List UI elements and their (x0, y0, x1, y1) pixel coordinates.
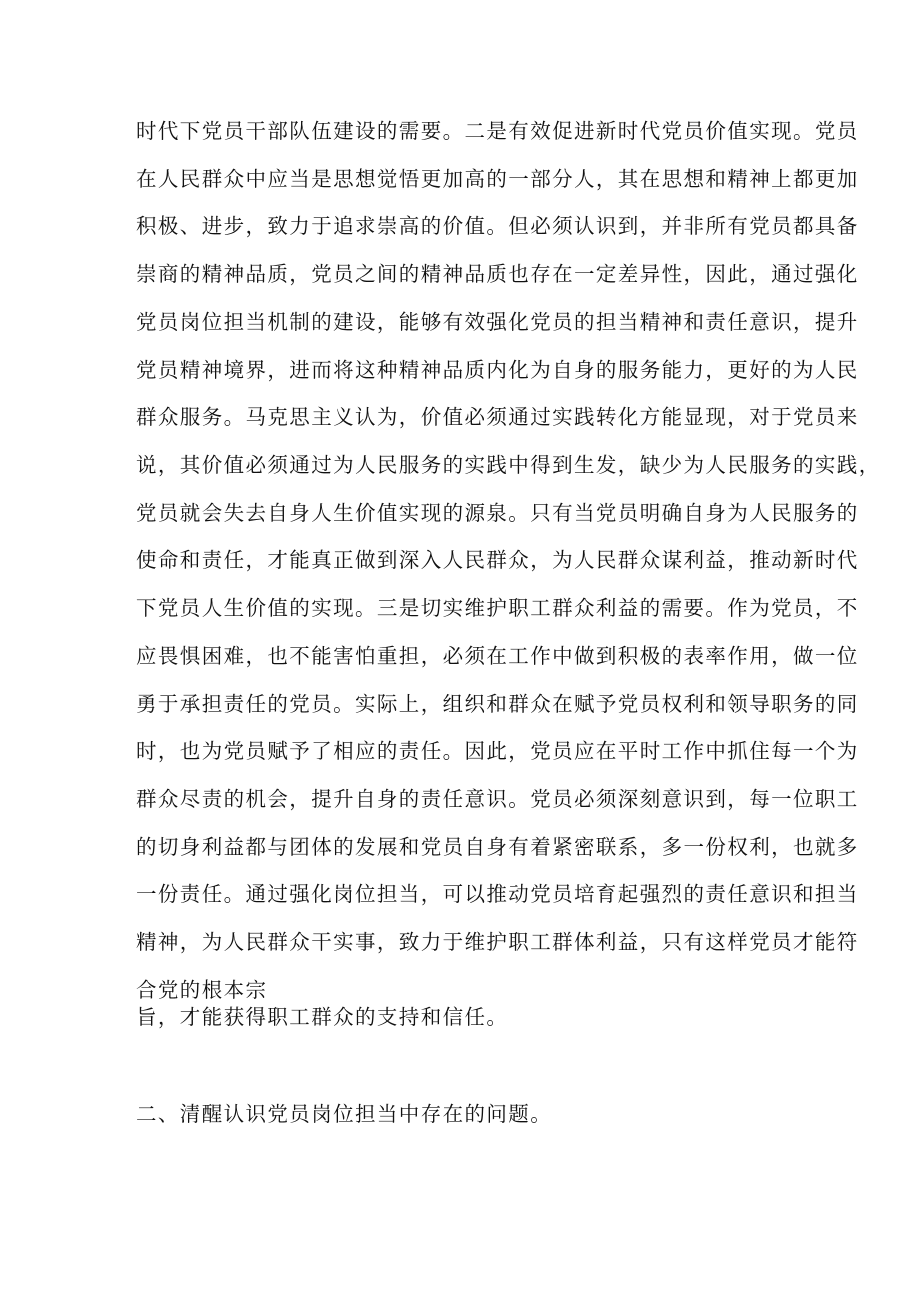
paragraph-line: 应畏惧困难，也不能害怕重担，必须在工作中做到积极的表率作用，做一位 (136, 644, 859, 668)
paragraph-line: 群众服务。马克思主义认为，价值必须通过实践转化方能显现，对于党员来 (136, 405, 859, 429)
paragraph-line: 精神，为人民群众干实事，致力于维护职工群体利益，只有这样党员才能符 (136, 930, 859, 954)
paragraph-line: 在人民群众中应当是思想觉悟更加高的一部分人，其在思想和精神上都更加 (136, 167, 859, 191)
paragraph-line: 党员岗位担当机制的建设，能够有效强化党员的担当精神和责任意识，提升 (136, 310, 859, 334)
paragraph-line: 使命和责任，才能真正做到深入人民群众，为人民群众谋利益，推动新时代 (136, 548, 859, 572)
paragraph-line: 崇商的精神品质，党员之间的精神品质也存在一定差异性，因此，通过强化 (136, 262, 859, 286)
paragraph-line: 的切身利益都与团体的发展和党员自身有着紧密联系，多一份权利，也就多 (136, 835, 859, 859)
paragraph-line: 时，也为党员赋予了相应的责任。因此，党员应在平时工作中抓住每一个为 (136, 739, 859, 763)
paragraph-line: 说，其价值必须通过为人民服务的实践中得到生发，缺少为人民服务的实践， (136, 453, 881, 477)
paragraph-line: 党员精神境界，进而将这种精神品质内化为自身的服务能力，更好的为人民 (136, 358, 859, 382)
paragraph-line: 积极、进步，致力于追求崇高的价值。但必须认识到，并非所有党员都具备 (136, 214, 859, 238)
paragraph-line: 合党的根本宗 (136, 978, 268, 1002)
paragraph-line: 勇于承担责任的党员。实际上，组织和群众在赋予党员权利和领导职务的同 (136, 692, 859, 716)
paragraph-line: 旨，才能获得职工群众的支持和信任。 (136, 1005, 509, 1029)
paragraph-line: 时代下党员干部队伍建设的需要。二是有效促进新时代党员价值实现。党员 (136, 119, 859, 143)
section-heading: 二、清醒认识党员岗位担当中存在的问题。 (136, 1102, 553, 1126)
paragraph-line: 党员就会失去自身人生价值实现的源泉。只有当党员明确自身为人民服务的 (136, 501, 859, 525)
paragraph-line: 群众尽责的机会，提升自身的责任意识。党员必须深刻意识到，每一位职工 (136, 787, 859, 811)
paragraph-line: 下党员人生价值的实现。三是切实维护职工群众利益的需要。作为党员，不 (136, 596, 859, 620)
paragraph-line: 一份责任。通过强化岗位担当，可以推动党员培育起强烈的责任意识和担当 (136, 882, 859, 906)
